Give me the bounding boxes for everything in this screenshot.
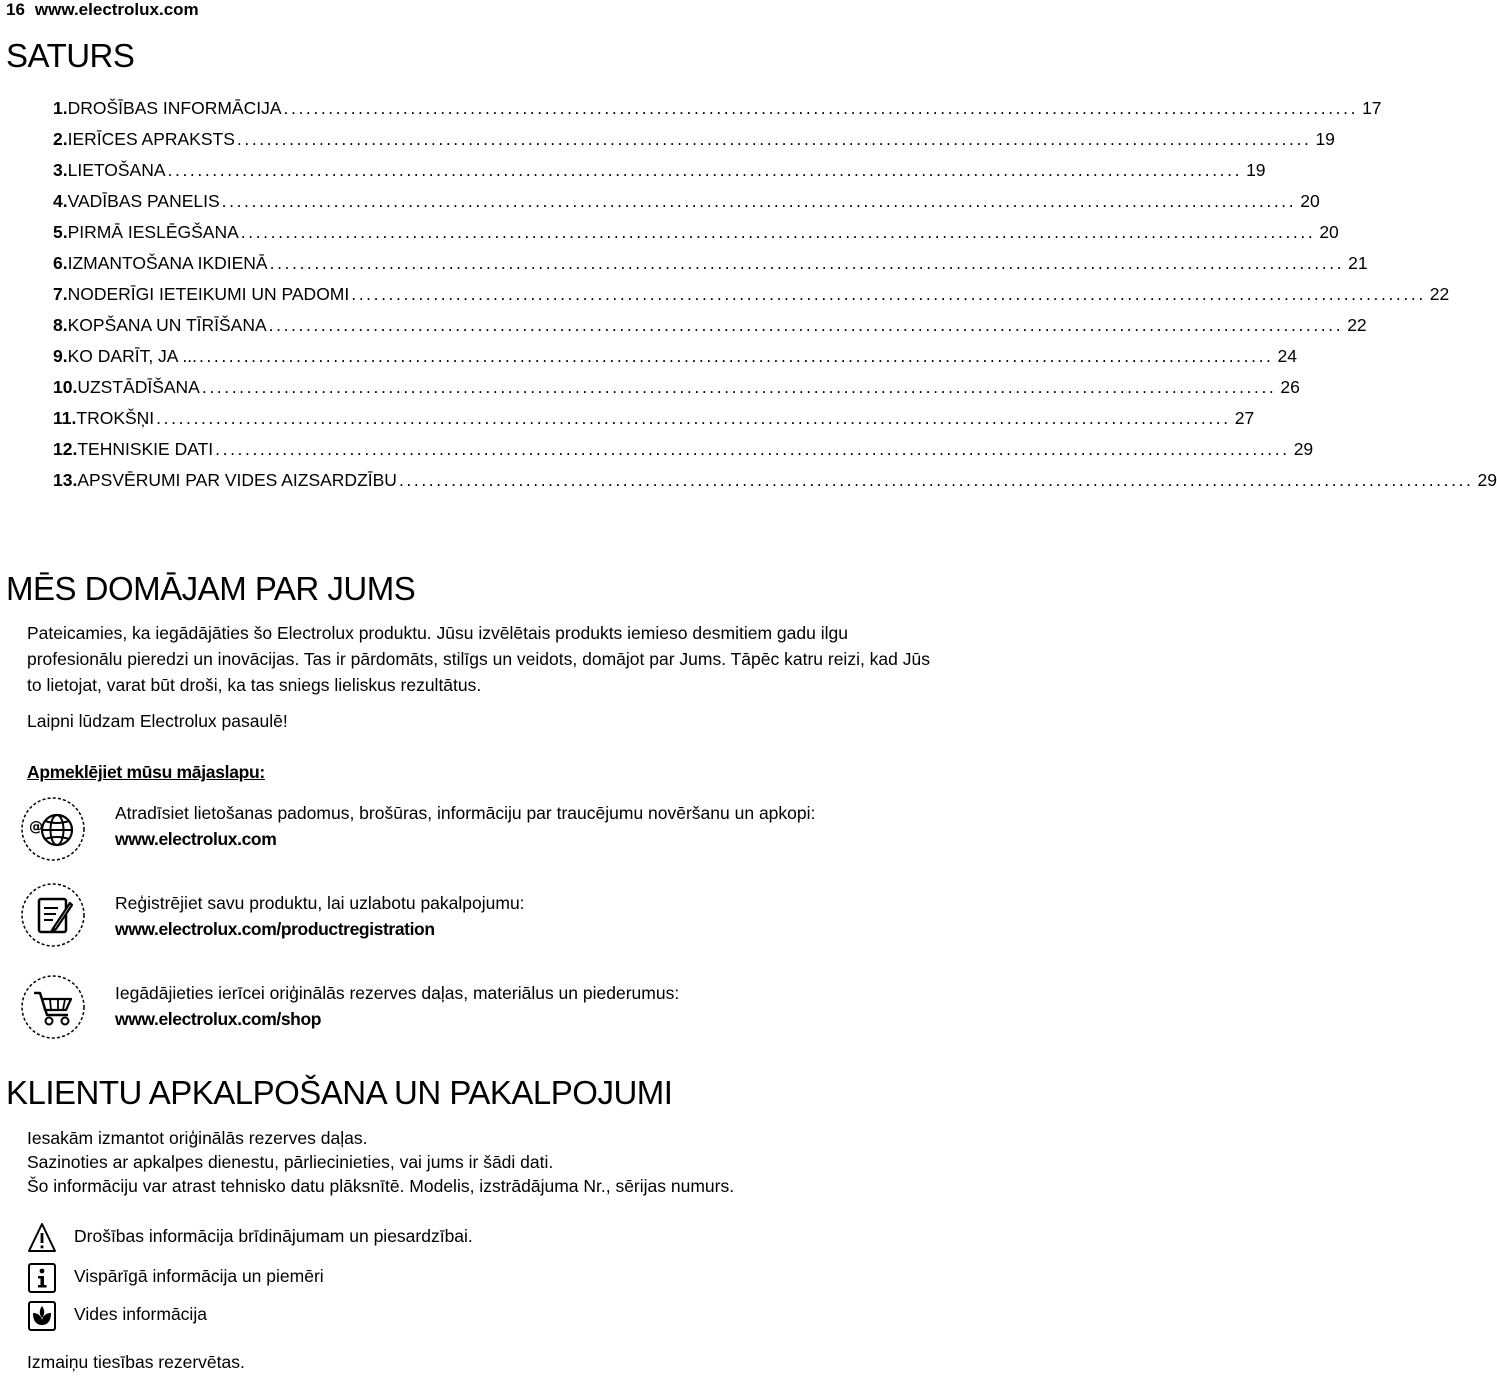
customer-line: Iesakām izmantot oriģinālās rezerves daļas. — [27, 1128, 368, 1148]
toc-entry[interactable] — [53, 470, 1497, 501]
shop-description: Iegādājieties ierīcei oriģinālās rezerves daļas, materiālus un piederumus: — [115, 983, 680, 1003]
toc-page: 29 — [1293, 439, 1314, 459]
toc-number: 1. — [53, 98, 68, 118]
shop-link[interactable]: www.electrolux.com/shop — [115, 1009, 322, 1029]
toc-number: 11. — [53, 408, 77, 428]
toc-leader: ................................................................................................................................................ — [283, 98, 1359, 118]
toc-entry-title: IERĪCES APRAKSTS — [67, 129, 235, 149]
toc-leader: ................................................................................................................................................ — [351, 284, 1426, 304]
toc-entry-title: PIRMĀ IESLĒGŠANA — [67, 222, 239, 242]
toc-entry[interactable] — [53, 439, 1314, 470]
toc-number: 6. — [53, 253, 68, 273]
toc-number: 5. — [53, 222, 68, 242]
customer-line: Šo informāciju var atrast tehnisko datu plāksnītē. Modelis, izstrādājuma Nr., sērijas numurs. — [27, 1176, 735, 1196]
toc-entry[interactable] — [53, 315, 1367, 346]
toc-leader: ................................................................................................................................................ — [269, 253, 1345, 273]
toc-entry[interactable] — [53, 222, 1339, 253]
info-icon — [27, 1262, 57, 1294]
toc-entry-title: LIETOŠANA — [67, 160, 166, 180]
toc-number: 2. — [53, 129, 68, 149]
page-header — [6, 0, 199, 20]
toc-entry[interactable] — [53, 160, 1266, 191]
customer-title: KLIENTU APKALPOŠANA UN PAKALPOJUMI — [6, 1074, 673, 1111]
toc-leader: ................................................................................................................................................ — [240, 222, 1316, 242]
toc-entry-title: IZMANTOŠANA IKDIENĀ — [67, 253, 268, 273]
warning-icon — [27, 1222, 57, 1254]
legend-text: Vispārīgā informācija un piemēri — [74, 1266, 324, 1286]
toc-page: 17 — [1362, 98, 1382, 118]
registration-link[interactable]: www.electrolux.com/productregistration — [115, 919, 435, 939]
toc-leader: ................................................................................................................................................ — [198, 346, 1274, 366]
toc-leader: ................................................................................................................................................ — [215, 439, 1290, 459]
toc-number: 9. — [53, 346, 68, 366]
support-description: Atradīsiet lietošanas padomus, brošūras, informāciju par traucējumu novēršanu un apkopi: — [115, 803, 816, 823]
toc-page: 19 — [1246, 160, 1266, 180]
intro-paragraph: Pateicamies, ka iegādājāties šo Electrolux produktu. Jūsu izvēlētais produkts iemieso desmitiem gadu ilgu profesionālu pieredzi un inovācijas. Tas ir pārdomāts, stilīgs un veidots, domājot par Jums. Tāpēc katru reizi, kad Jūs to lietojat, varat būt droši, ka tas sniegs lieliskus rezultātus. — [27, 623, 930, 695]
toc-leader: ................................................................................................................................................ — [268, 315, 1344, 335]
toc-number: 4. — [53, 191, 68, 211]
toc-page: 27 — [1234, 408, 1255, 428]
customer-line: Sazinoties ar apkalpes dienestu, pārliecinieties, vai jums ir šādi dati. — [27, 1152, 554, 1172]
toc-page: 24 — [1277, 346, 1297, 366]
globe-icon — [20, 796, 86, 862]
toc-leader: ................................................................................................................................................ — [398, 470, 1474, 490]
toc-entry[interactable] — [53, 377, 1300, 408]
toc-page: 26 — [1280, 377, 1300, 397]
support-link[interactable]: www.electrolux.com — [115, 829, 277, 849]
registration-description: Reģistrējiet savu produktu, lai uzlabotu pakalpojumu: — [115, 893, 525, 913]
toc-page: 20 — [1319, 222, 1339, 242]
intro-title: MĒS DOMĀJAM PAR JUMS — [6, 570, 416, 607]
visit-heading: Apmeklējiet mūsu mājaslapu: — [27, 762, 265, 782]
toc-leader: ................................................................................................................................................ — [236, 129, 1312, 149]
toc-entry-title: TEHNISKIE DATI — [77, 439, 214, 459]
toc-number: 10. — [53, 377, 78, 397]
toc-entry-title: DROŠĪBAS INFORMĀCIJA — [67, 98, 282, 118]
toc-page: 29 — [1477, 470, 1497, 490]
toc-leader: ................................................................................................................................................ — [201, 377, 1277, 397]
toc-entry[interactable] — [53, 284, 1450, 315]
shopping-cart-icon — [20, 974, 86, 1040]
toc-page: 19 — [1315, 129, 1335, 149]
toc-page: 22 — [1429, 284, 1450, 304]
registration-icon — [20, 882, 86, 948]
visit-item-text — [115, 890, 525, 942]
site-url: www.electrolux.com — [34, 0, 199, 19]
toc-number: 12. — [53, 439, 78, 459]
toc-entry[interactable] — [53, 253, 1368, 284]
toc-entry-title: VADĪBAS PANELIS — [67, 191, 220, 211]
toc-leader: ................................................................................................................................................ — [156, 408, 1231, 428]
toc-title: SATURS — [6, 37, 135, 74]
customer-info — [27, 1126, 734, 1198]
toc-page: 21 — [1348, 253, 1368, 273]
toc-leader: ................................................................................................................................................ — [167, 160, 1243, 180]
toc-entry-title: TROKŠŅI — [76, 408, 155, 428]
toc-entry[interactable] — [53, 98, 1382, 129]
welcome-text: Laipni lūdzam Electrolux pasaulē! — [27, 711, 288, 731]
svg-text:@: @ — [29, 819, 43, 835]
toc-number: 13. — [53, 470, 78, 490]
toc-number: 3. — [53, 160, 68, 180]
toc-entry[interactable] — [53, 191, 1320, 222]
toc-entry[interactable] — [53, 408, 1255, 439]
leaf-icon — [27, 1300, 57, 1332]
toc-number: 7. — [53, 284, 68, 304]
toc-entry-title: UZSTĀDĪŠANA — [77, 377, 200, 397]
toc-entry-title: KO DARĪT, JA ... — [67, 346, 197, 366]
toc-entry-title: NODERĪGI IETEIKUMI UN PADOMI — [67, 284, 350, 304]
legend-text: Vides informācija — [74, 1304, 207, 1324]
visit-item-text — [115, 800, 815, 852]
toc-entry-title: KOPŠANA UN TĪRĪŠANA — [67, 315, 267, 335]
toc-entry[interactable] — [53, 346, 1297, 377]
toc-number: 8. — [53, 315, 68, 335]
toc-leader: ................................................................................................................................................ — [221, 191, 1297, 211]
visit-item-text — [115, 980, 679, 1032]
legend-text: Drošības informācija brīdinājumam un piesardzībai. — [74, 1226, 473, 1246]
toc-entry[interactable] — [53, 129, 1335, 160]
table-of-contents — [53, 98, 1497, 501]
page-number: 16 — [6, 0, 25, 19]
footer-note: Izmaiņu tiesības rezervētas. — [27, 1352, 245, 1372]
toc-page: 20 — [1300, 191, 1320, 211]
toc-entry-title: APSVĒRUMI PAR VIDES AIZSARDZĪBU — [77, 470, 397, 490]
toc-page: 22 — [1347, 315, 1367, 335]
